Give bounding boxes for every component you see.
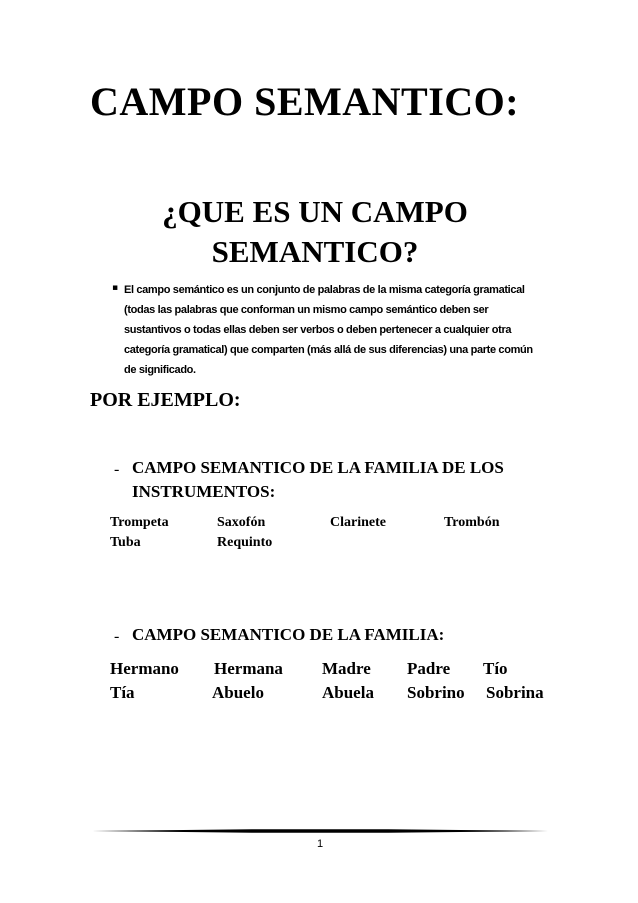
section-2-word: Abuela (322, 683, 374, 702)
definition-paragraph: El campo semántico es un conjunto de palabras de la misma categoría gramatical (todas las palabras que conforman un mismo campo semántico deben ser sustantivos o todas ellas deben ser verbos o deben pertenecer a cualquier otra categoría gramatical) que comparten (más allá de sus diferencias) una parte común de significado. (124, 284, 533, 376)
section-2-title: CAMPO SEMANTICO DE LA FAMILIA: (132, 625, 445, 644)
section-1-title: CAMPO SEMANTICO DE LA FAMILIA DE LOS INSTRUMENTOS: (132, 458, 504, 501)
section-1-word: Trombón (444, 515, 500, 530)
section-1-word: Saxofón (217, 515, 266, 530)
page-number: 1 (316, 838, 324, 850)
section-2-word: Abuelo (212, 683, 264, 702)
section-2-word: Tío (483, 659, 508, 678)
bullet-icon: ▪ (112, 283, 119, 293)
page-title: CAMPO SEMANTICO: (90, 79, 520, 124)
section-1-dash: - (114, 461, 120, 478)
section-1-word: Clarinete (330, 515, 386, 530)
example-heading: POR EJEMPLO: (90, 389, 241, 411)
question-heading: ¿QUE ES UN CAMPO SEMANTICO? (162, 194, 468, 269)
section-2-word: Sobrina (486, 683, 544, 702)
section-2-word: Sobrino (407, 683, 465, 702)
section-2-word: Hermano (110, 659, 179, 678)
section-2-dash: - (114, 628, 120, 645)
section-2-word: Hermana (214, 659, 283, 678)
section-2-word: Tía (110, 683, 135, 702)
section-1-word: Tuba (110, 535, 141, 550)
section-1-word: Requinto (217, 535, 273, 550)
section-2-word: Madre (322, 659, 371, 678)
section-2-word: Padre (407, 659, 451, 678)
footer-divider (92, 826, 548, 836)
section-1-word: Trompeta (110, 515, 169, 530)
